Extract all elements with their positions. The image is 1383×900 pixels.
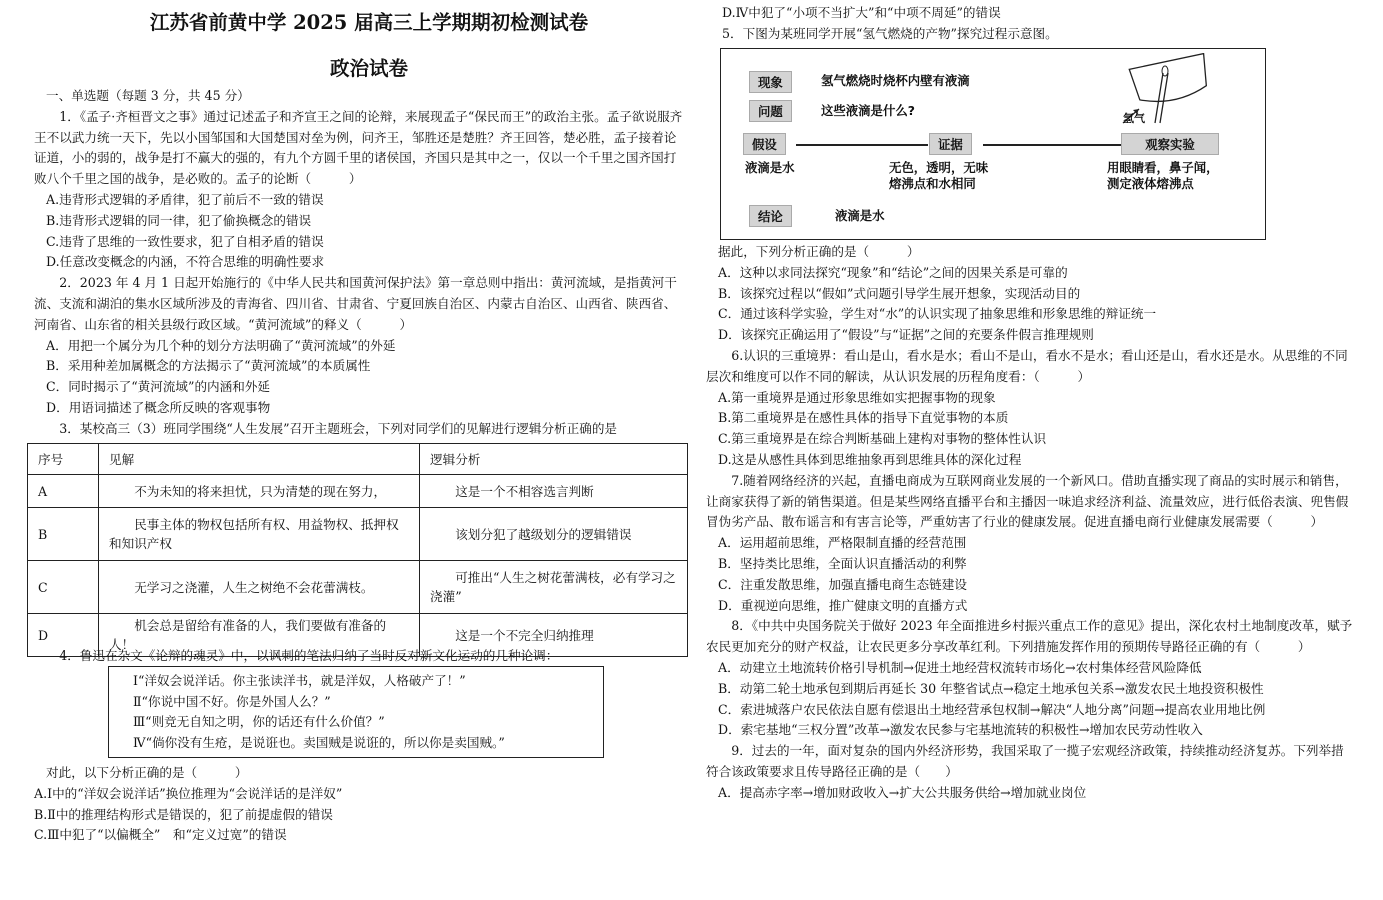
q5-question: 据此，下列分析正确的是（ ） (718, 244, 920, 259)
hypothesis-label: 假设 (743, 133, 786, 155)
q6-option: A.第一重境界是通过形象思维如实把握事物的现象 (718, 389, 996, 405)
q5-option: C．通过该科学实验，学生对“水”的认识实现了抽象思维和形象思维的辩证统一 (718, 306, 1157, 322)
table-cell: A (28, 475, 99, 508)
phenomenon-label: 现象 (749, 71, 792, 93)
q2-option: B．采用种差加属概念的方法揭示了“黄河流域”的本质属性 (46, 358, 371, 374)
table-row (28, 475, 688, 508)
q7-option: D．重视逆向思维，推广健康文明的直播方式 (718, 597, 968, 613)
table-header: 序号 (28, 444, 99, 475)
q4-quote: Ⅲ“则竞无自知之明，你的话还有什么价值？” (133, 714, 385, 729)
exam-title: 江苏省前黄中学 2025 届高三上学期期初检测试卷 (149, 11, 589, 34)
q8-stem: 8．《中共中央国务院关于做好 2023 年全面推进乡村振兴重点工作的意见》提出，深化农村土地制度改革，赋予农民更加充分的财产权益，让农民更多分享改革红利。下列措施发挥作用的预期传导路径正确的有（ ） (706, 618, 1353, 655)
table-cell: 不为未知的将来担忧，只为清楚的现在努力， (99, 475, 420, 508)
q2-stem: 2．2023 年 4 月 1 日起开始施行的《中华人民共和国黄河保护法》第一章总则中指出：黄河流域，是指黄河干流、支流和湖泊的集水区域所涉及的青海省、四川省、甘肃省、宁夏回族自治区、内蒙古自治区、山西省、陕西省、河南省、山东省的相关县级行政区域。“黄河流域”的释义（ ） (34, 275, 677, 332)
q6-option: D.这是从感性具体到思维抽象再到思维具体的深化过程 (718, 451, 1022, 467)
q4-stem: 4．鲁迅在杂文《论辩的魂灵》中，以讽刺的笔法归纳了当时反对新文化运动的几种论调： (59, 648, 559, 663)
q5-option: A．这种以求同法探究“现象”和“结论”之间的因果关系是可靠的 (718, 264, 1068, 280)
table-cell: 民事主体的物权包括所有权、用益物权、抵押权和知识产权 (99, 508, 420, 561)
q6-stem: 6.认识的三重境界：看山是山，看水是水；看山不是山，看水不是水；看山还是山，看水还是水。从思维的不同层次和维度可以作不同的解读，从认识发展的历程角度看：（ ） (706, 347, 1348, 384)
q5-diagram (720, 48, 1266, 240)
question-label: 问题 (749, 100, 792, 122)
table-cell: 该划分犯了越级划分的逻辑错误 (420, 508, 688, 561)
q1-option: D.任意改变概念的内涵，不符合思维的明确性要求 (46, 254, 325, 270)
q9-stem: 9．过去的一年，面对复杂的国内外经济形势，我国采取了一揽子宏观经济政策，持续推动经济复苏。下列举措符合该政策要求且传导路径正确的是（ ） (706, 743, 1344, 779)
q4-option: B.Ⅱ中的推理结构形式是错误的，犯了前提虚假的错误 (34, 806, 333, 822)
q2-option: A．用把一个属分为几个种的划分方法明确了“黄河流域”的外延 (46, 337, 396, 353)
q8-option: A．动建立土地流转价格引导机制→促进土地经营权流转市场化→农村集体经营风险降低 (718, 659, 1202, 675)
exam-subtitle: 政治试卷 (329, 57, 408, 80)
q5-stem: 5．下图为某班同学开展“氢气燃烧的产物”探究过程示意图。 (722, 26, 1058, 41)
table-cell: 机会总是留给有准备的人，我们要做有准备的人！ (99, 614, 420, 657)
table-cell: 这是一个不相容选言判断 (420, 475, 688, 508)
q2-option: D．用语词描述了概念所反映的客观事物 (46, 399, 271, 415)
q8-option: C．索进城落户农民依法自愿有偿退出土地经营承包权制→解决“人地分离”问题→提高农业用地比例 (718, 701, 1266, 717)
q1-option: B.违背形式逻辑的同一律，犯了偷换概念的错误 (46, 212, 312, 228)
table-cell: 可推出“人生之树花蕾满枝，必有学习之浇灌” (420, 561, 688, 614)
q5-option: D．该探究正确运用了“假设”与“证据”之间的充要条件假言推理规则 (718, 327, 1094, 343)
hypothesis-text: 液滴是水 (745, 160, 795, 175)
gas-label: 氢气 (1123, 112, 1145, 125)
evidence-text: 无色，透明，无味 熔沸点和水相同 (889, 160, 989, 191)
q9-option: A．提高赤字率→增加财政收入→扩大公共服务供给→增加就业岗位 (718, 784, 1087, 800)
observation-text: 用眼睛看，鼻子闻， 测定液体熔沸点 (1107, 160, 1219, 191)
table-cell: C (28, 561, 99, 614)
arrow-line (796, 144, 928, 146)
table-cell: 这是一个不完全归纳推理 (420, 614, 688, 657)
q3-table (27, 443, 688, 657)
conclusion-label: 结论 (749, 205, 792, 227)
q4-question: 对此，以下分析正确的是（ ） (46, 765, 248, 780)
q6-option: C.第三重境界是在综合判断基础上建构对事物的整体性认识 (718, 431, 1047, 447)
q4-option: C.Ⅲ中犯了“以偏概全” 和“定义过宽”的错误 (34, 827, 287, 843)
q4-quote: Ⅳ“倘你没有生疮，是说诳也。卖国贼是说诳的，所以你是卖国贼。” (133, 734, 505, 750)
q4-quote-box (108, 666, 604, 758)
q6-option: B.第二重境界是在感性具体的指导下直觉事物的本质 (718, 410, 1009, 426)
table-header-row (28, 444, 688, 475)
table-row (28, 561, 688, 614)
q4-tail (34, 763, 686, 846)
section-heading: 一、单选题（每题 3 分，共 45 分） (46, 88, 250, 103)
q2-option: C．同时揭示了“黄河流域”的内涵和外延 (46, 379, 271, 395)
q7-option: C．注重发散思维，加强直播电商生态链建设 (718, 576, 967, 592)
q4-quote: Ⅱ“你说中国不好。你是外国人么？” (133, 693, 331, 709)
table-header: 逻辑分析 (420, 444, 688, 475)
observation-label: 观察实验 (1121, 133, 1219, 155)
table-cell: B (28, 508, 99, 561)
q4-option: A.Ⅰ中的“洋奴会说洋话”换位推理为“会说洋话的是洋奴” (34, 785, 343, 801)
q7-option: B．坚持类比思维，全面认识直播活动的利弊 (718, 555, 967, 571)
table-cell: 无学习之浇灌，人生之树绝不会花蕾满枝。 (99, 561, 420, 614)
q7-option: A．运用超前思维，严格限制直播的经营范围 (718, 535, 967, 551)
conclusion-text: 液滴是水 (835, 208, 885, 223)
q3-stem: 3．某校高三（3）班同学围绕“人生发展”召开主题班会，下列对同学们的见解进行逻辑分析正确的是 (59, 420, 618, 436)
q5-option: B．该探究过程以“假如”式问题引导学生展开想象，实现活动目的 (718, 285, 1081, 301)
table-row (28, 508, 688, 561)
q4-option: D.Ⅳ中犯了“小项不当扩大”和“中项不周延”的错误 (722, 5, 1001, 20)
question-text: 这些液滴是什么? (821, 103, 915, 118)
table-header: 见解 (99, 444, 420, 475)
q7-stem: 7.随着网络经济的兴起，直播电商成为互联网商业发展的一个新风口。借助直播实现了商品的实时展示和销售，让商家获得了新的销售渠道。但是某些网络直播平台和主播因一味追求经济利益、流量效应，进行低俗表演、兜售假冒伪劣产品、散布谣言和有害言论等，严重妨害了行业的健康发展。促进直播电商行业健康发展需要（ ） (706, 472, 1349, 530)
q1-q2-block (34, 86, 686, 440)
table-cell: D (28, 614, 99, 657)
q8-option: B．动第二轮土地承包到期后再延长 30 年整省试点→稳定土地承包关系→激发农民土地投资积极性 (718, 680, 1264, 696)
q4-quote: Ⅰ“洋奴会说洋话。你主张读洋书，就是洋奴，人格破产了！” (133, 673, 466, 688)
q5-q9-block (706, 242, 1354, 804)
evidence-label: 证据 (929, 133, 972, 155)
q8-option: D．索宅基地“三权分置”改革→激发农民参与宅基地流转的积极性→增加农民劳动性收入 (718, 722, 1203, 738)
q1-stem: 1．《孟子·齐桓晋文之事》通过记述孟子和齐宣王之间的论辩，来展现孟子“保民而王”的政治主张。孟子欲说服齐王不以武力统一天下，先以小国邹国和大国楚国对垒为例，问齐王，邹胜还是楚胜？齐王回答，楚必胜，孟子接着论证道，小的弱的，战争是打不赢大的强的，有九个方圆千里的诸侯国，齐国只是其中之一，仅以一个千里之国齐国打败八个千里之国的战争，是必败的。孟子的论断（ ） (34, 108, 683, 187)
phenomenon-text: 氢气燃烧时烧杯内壁有液滴 (821, 73, 970, 88)
q1-option: C.违背了思维的一致性要求，犯了自相矛盾的错误 (46, 233, 324, 249)
arrow-line (983, 144, 1121, 146)
q1-option: A.违背形式逻辑的矛盾律，犯了前后不一致的错误 (46, 191, 324, 207)
